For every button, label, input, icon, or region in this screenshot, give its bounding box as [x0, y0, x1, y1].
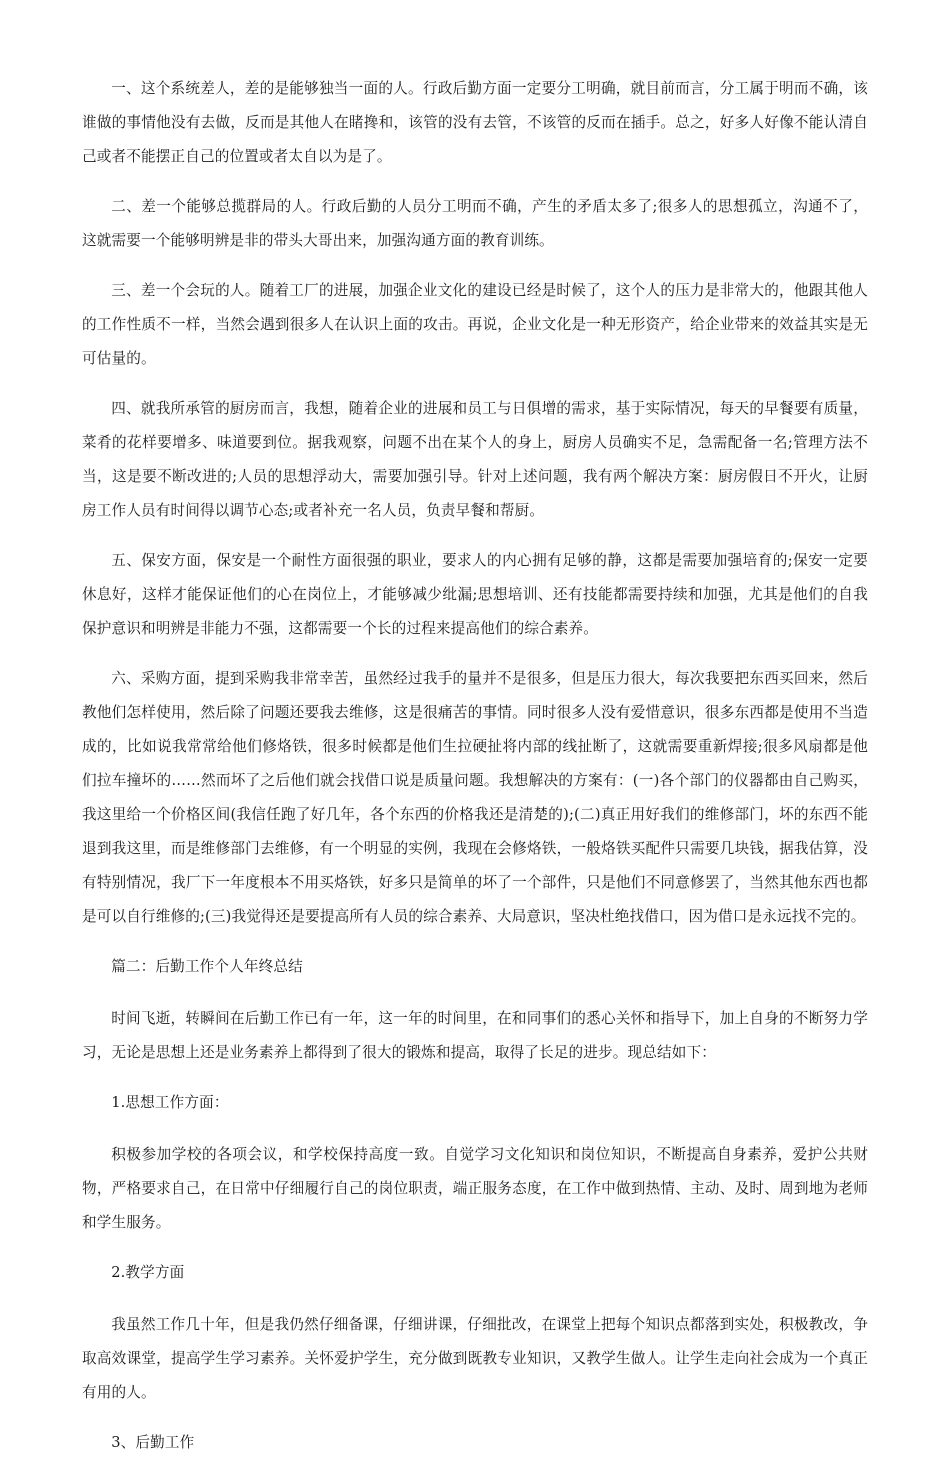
paragraph-intro: 时间飞逝，转瞬间在后勤工作已有一年，这一年的时间里，在和同事们的悉心关怀和指导下，加上自身的不断努力学习，无论是思想上还是业务素养上都得到了很大的锻炼和提高，取得了长足的进步。现总结如下：	[82, 1010, 868, 1061]
subheading-ideology: 1.思想工作方面：	[111, 1094, 229, 1111]
subheading-logistics: 3、后勤工作	[111, 1434, 195, 1451]
paragraph-staffing-culture: 三、差一个会玩的人。随着工厂的进展，加强企业文化的建设已经是时候了，这个人的压力是非常大的，他跟其他人的工作性质不一样，当然会遇到很多人在认识上面的攻击。再说，企业文化是一种无形资产，给企业带来的效益其实是无可估量的。	[82, 282, 868, 367]
paragraph-kitchen: 四、就我所承管的厨房而言，我想，随着企业的进展和员工与日俱增的需求，基于实际情况，每天的早餐要有质量，菜肴的花样要增多、味道要到位。据我观察，问题不出在某个人的身上，厨房人员确实不足，急需配备一名;管理方法不当，这是要不断改进的;人员的思想浮动大，需要加强引导。针对上述问题，我有两个解决方案：厨房假日不开火，让厨房工作人员有时间得以调节心态;或者补充一名人员，负责早餐和帮厨。	[82, 400, 868, 519]
paragraph-ideology: 积极参加学校的各项会议，和学校保持高度一致。自觉学习文化知识和岗位知识，不断提高自身素养，爱护公共财物，严格要求自己，在日常中仔细履行自己的岗位职责，端正服务态度，在工作中做到热情、主动、及时、周到地为老师和学生服务。	[82, 1146, 868, 1231]
document-body	[82, 72, 868, 1478]
paragraph-security: 五、保安方面，保安是一个耐性方面很强的职业，要求人的内心拥有足够的静，这都是需要加强培育的;保安一定要休息好，这样才能保证他们的心在岗位上，才能够减少纰漏;思想培训、还有技能都需要持续和加强，尤其是他们的自我保护意识和明辨是非能力不强，这都需要一个长的过程来提高他们的综合素养。	[82, 552, 868, 637]
section-heading-part-two: 篇二：后勤工作个人年终总结	[111, 958, 303, 975]
paragraph-teaching: 我虽然工作几十年，但是我仍然仔细备课，仔细讲课，仔细批改，在课堂上把每个知识点都落到实处，积极教改，争取高效课堂，提高学生学习素养。关怀爱护学生，充分做到既教专业知识，又教学生做人。让学生走向社会成为一个真正有用的人。	[82, 1316, 868, 1401]
paragraph-staffing-independent: 一、这个系统差人，差的是能够独当一面的人。行政后勤方面一定要分工明确，就目前而言，分工属于明而不确，该谁做的事情他没有去做，反而是其他人在睹搀和，该管的没有去管，不该管的反而在插手。总之，好多人好像不能认清自己或者不能摆正自己的位置或者太自以为是了。	[82, 80, 868, 165]
paragraph-purchasing: 六、采购方面，提到采购我非常幸苦，虽然经过我手的量并不是很多，但是压力很大，每次我要把东西买回来，然后教他们怎样使用，然后除了问题还要我去维修，这是很痛苦的事情。同时很多人没有爱惜意识，很多东西都是使用不当造成的，比如说我常常给他们修烙铁，很多时候都是他们生拉硬扯将内部的线扯断了，这就需要重新焊接;很多风扇都是他们拉车撞坏的……然而坏了之后他们就会找借口说是质量问题。我想解决的方案有：(一)各个部门的仪器都由自己购买，我这里给一个价格区间(我信任跑了好几年，各个东西的价格我还是清楚的);(二)真正用好我们的维修部门，坏的东西不能退到我这里，而是维修部门去维修，有一个明显的实例，我现在会修烙铁，一般烙铁买配件只需要几块钱，据我估算，没有特别情况，我厂下一年度根本不用买烙铁，好多只是简单的坏了一个部件，只是他们不同意修罢了，当然其他东西也都是可以自行维修的;(三)我觉得还是要提高所有人员的综合素养、大局意识，坚决杜绝找借口，因为借口是永远找不完的。	[82, 670, 868, 925]
subheading-teaching: 2.教学方面	[111, 1264, 185, 1281]
paragraph-staffing-coordinator: 二、差一个能够总揽群局的人。行政后勤的人员分工明而不确，产生的矛盾太多了;很多人的思想孤立，沟通不了，这就需要一个能够明辨是非的带头大哥出来，加强沟通方面的教育训练。	[82, 198, 868, 249]
